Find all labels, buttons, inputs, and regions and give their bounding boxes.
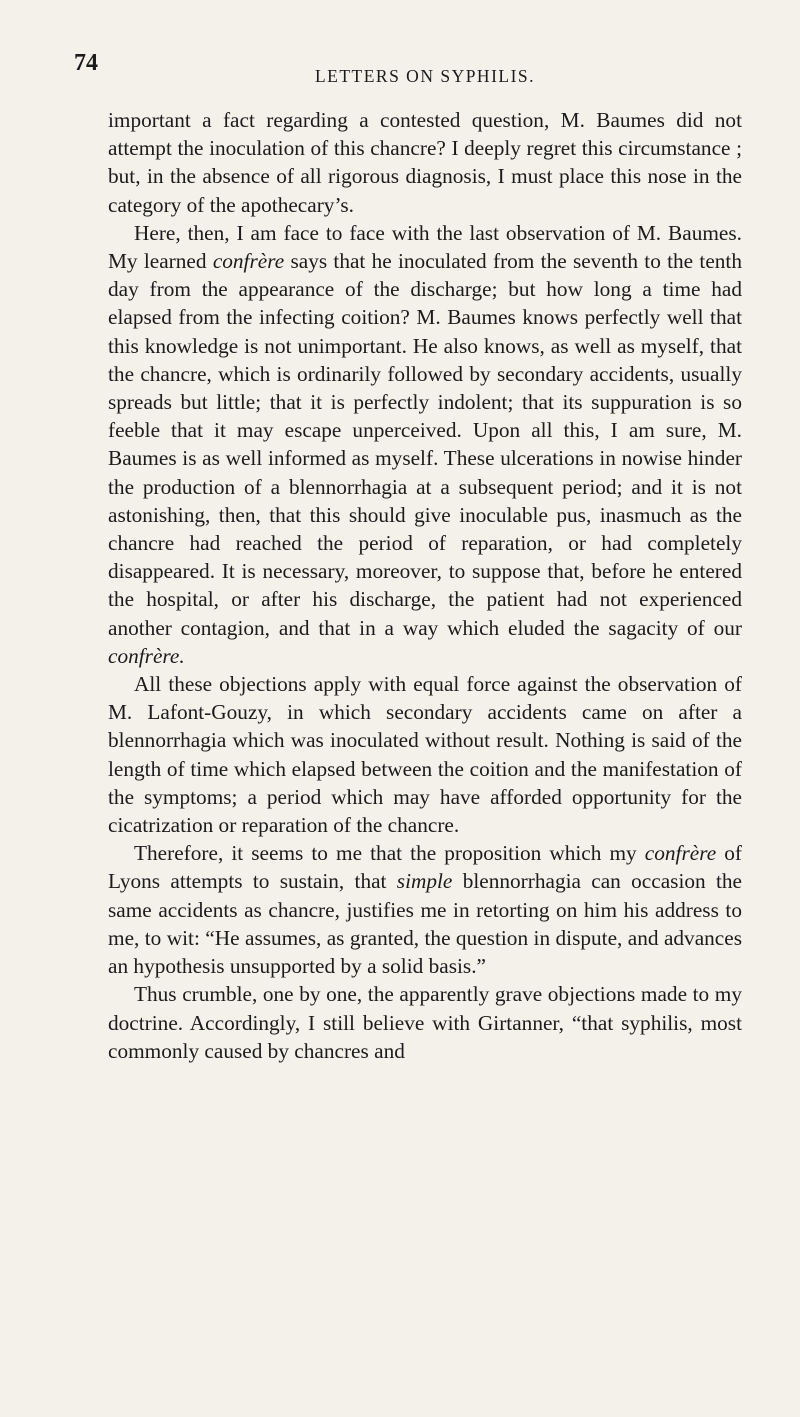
text-segment: of Lyons attempts to sustain, that (108, 841, 742, 894)
paragraph-1 (108, 106, 742, 219)
text-segment: says that he inoculated from the seventh to the tenth day from the appearance of the discharge; but how long a time had elapsed from the infecting coition? M. Baumes knows perfectly well that this knowledge is not unimportant. He also knows, as well as myself, that the chancre, which is ordinarily followed by secondary accidents, usually spreads but little; that it is perfectly indolent; that its suppuration is so feeble that it may escape unperceived. Upon all this, I am sure, M. Baumes is as well informed as myself. These ulcerations in nowise hinder the production of a blennorrhagia at a subsequent period; and it is not astonishing, then, that this should give inoculable pus, inasmuch as the chancre had reached the period of reparation, or had completely disappeared. It is necessary, moreover, to suppose that, before he entered the hospital, or after his discharge, the patient had not experienced another contagion, and that in a way which eluded the sagacity of our (108, 249, 742, 640)
italic-term: confrère (644, 841, 717, 866)
paragraph-2 (108, 219, 742, 670)
paragraph-4 (108, 839, 742, 980)
page-header (74, 50, 742, 92)
italic-term: simple (396, 869, 453, 894)
text-segment: important a fact regarding a contested question, M. Baumes did not attempt the inoculation of this chancre? I deeply regret this circumstance ; but, in the absence of all rigorous diagnosis, I must place this nose in the category of the apothecary’s. (108, 108, 742, 217)
body-text (108, 106, 742, 1065)
running-head: LETTERS ON SYPHILIS. (314, 66, 536, 86)
paragraph-5 (108, 980, 742, 1065)
italic-term: confrère (212, 249, 285, 274)
italic-term: confrère. (108, 643, 185, 668)
text-segment: Here, then, I am face to face with the last observation of M. Baumes. My learned (108, 220, 742, 274)
text-segment: All these objections apply with equal force against the observation of M. Lafont-Gouzy, in which secondary accidents came on after a blennorrhagia which was inoculated without result. Nothing is said of the length of time which elapsed between the coition and the manifestation of the symptoms; a period which may have afforded opportunity for the cicatrization or reparation of the chancre. (108, 672, 742, 838)
text-segment: blennorrhagia can occasion the same accidents as chancre, justifies me in retorting on him his address to me, to wit: “He assumes, as granted, the question in dispute, and advances an hypothesis unsupported by a solid basis.” (108, 869, 742, 979)
paragraph-3 (108, 670, 742, 839)
text-segment: Thus crumble, one by one, the apparently grave objections made to my doctrine. Accordingly, I still believe with Girtanner, “that syphilis, most commonly caused by chancres and (108, 982, 742, 1063)
text-segment: Therefore, it seems to me that the proposition which my (134, 841, 645, 866)
page-number: 74 (74, 50, 98, 76)
